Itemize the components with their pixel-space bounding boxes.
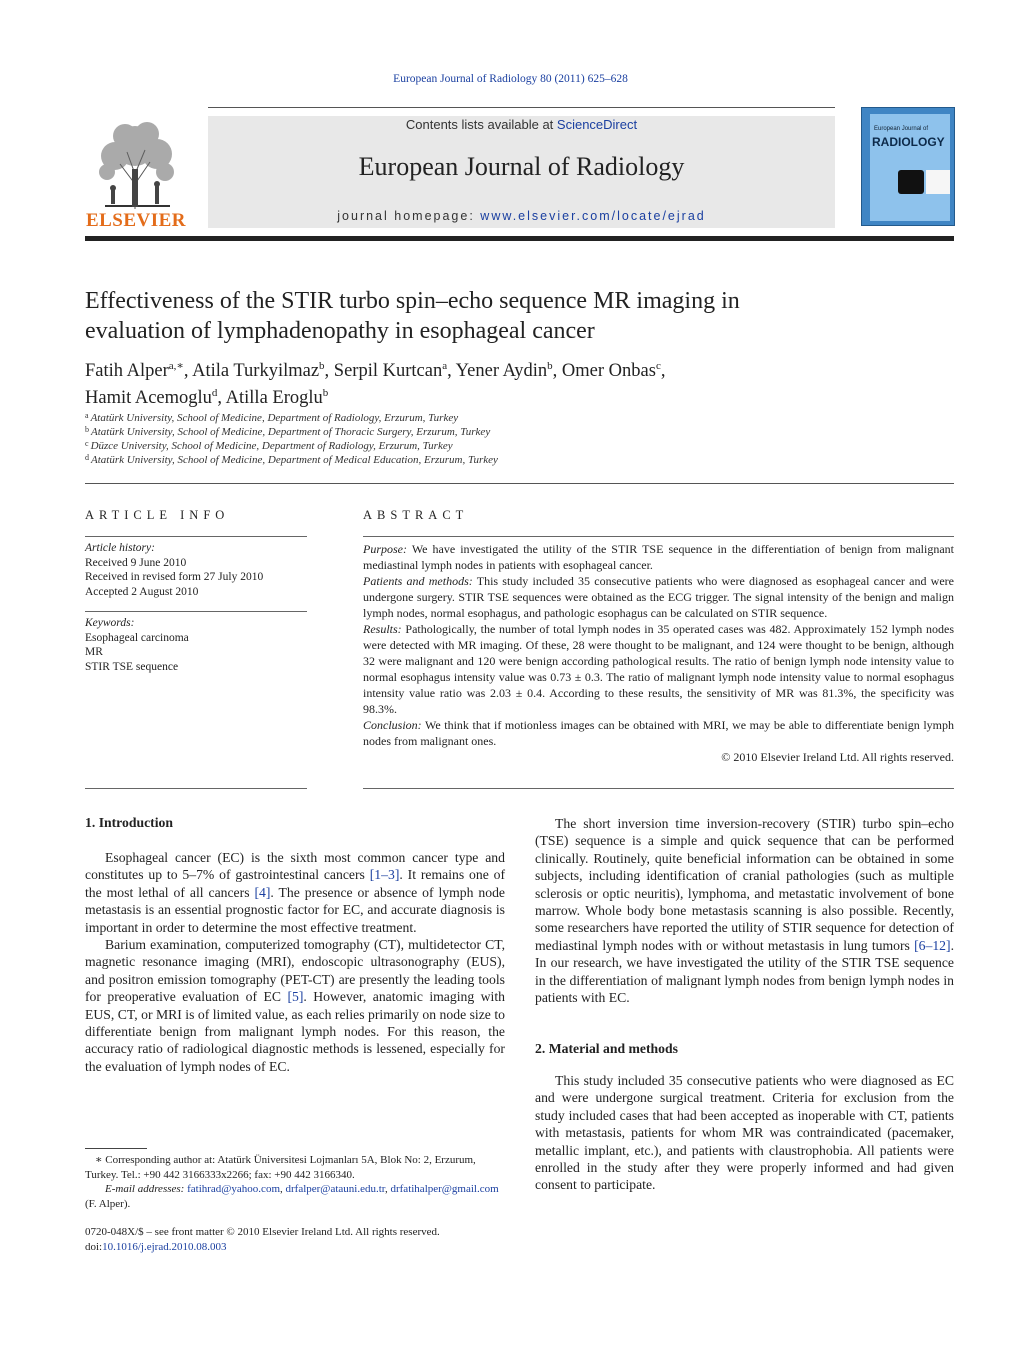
reference-link[interactable]: [6–12]	[914, 937, 951, 953]
affiliation	[85, 425, 685, 438]
journal-homepage	[208, 209, 835, 223]
author-separator: ,	[324, 361, 334, 381]
author-separator: ,	[552, 361, 562, 381]
author-affil-sup[interactable]: b	[319, 360, 325, 372]
accepted-date: Accepted 2 August 2010	[85, 585, 199, 598]
author-name: Atila Turkyilmaz	[192, 361, 320, 381]
author-name: Serpil Kurtcan	[333, 361, 443, 381]
body-paragraph	[535, 815, 954, 1006]
abstract-methods	[363, 573, 954, 621]
reference-link[interactable]: [5]	[287, 989, 304, 1005]
cover-small-text: European Journal of	[874, 126, 929, 132]
affiliation	[85, 439, 685, 452]
keyword: MR	[85, 646, 103, 658]
abstract-label: Conclusion:	[363, 718, 422, 732]
article-info-heading: ARTICLE INFO	[85, 508, 230, 522]
journal-name: European Journal of Radiology	[358, 152, 685, 181]
author-name: Omer Onbas	[561, 361, 656, 381]
abstract-label: Patients and methods:	[363, 574, 473, 588]
section-heading-introduction: 1. Introduction	[85, 815, 173, 830]
cover-mri-image	[898, 170, 924, 194]
keywords-block	[85, 616, 307, 674]
sciencedirect-link[interactable]: ScienceDirect	[556, 117, 638, 132]
abstract-results	[363, 621, 954, 717]
abstract-label: Purpose:	[363, 542, 407, 556]
doi-link[interactable]: 10.1016/j.ejrad.2010.08.003	[102, 1241, 227, 1253]
author-list	[85, 355, 845, 409]
affiliation-text: Atatürk University, School of Medicine, Department of Medical Education, Erzurum, Turkey	[91, 454, 498, 466]
header-bottom-rule	[85, 236, 954, 241]
author-separator: ,	[447, 361, 456, 381]
elsevier-wordmark: ELSEVIER	[85, 210, 187, 231]
abstract-text: We think that if motionless images can be obtained with MRI, we may be able to differentiate benign lymph nodes from malignant ones.	[363, 718, 954, 748]
author-name: Yener Aydin	[455, 361, 548, 381]
abstract-heading: ABSTRACT	[363, 508, 469, 522]
title-line: Effectiveness of the STIR turbo spin–echo sequence MR imaging in	[85, 288, 740, 314]
issn-line: 0720-048X/$ – see front matter © 2010 Elsevier Ireland Ltd. All rights reserved.	[85, 1226, 440, 1238]
cover-title: RADIOLOGY	[872, 135, 945, 149]
keywords-rule	[85, 611, 307, 612]
doi-prefix: doi:	[85, 1241, 103, 1253]
article-title	[85, 286, 865, 346]
affiliation-sup: d	[85, 453, 89, 462]
email-link[interactable]: drfatihalper@gmail.com	[390, 1183, 499, 1195]
abstract-purpose	[363, 541, 954, 573]
author-affil-sup[interactable]: c	[655, 360, 661, 372]
abstract-text: We have investigated the utility of the STIR TSE sequence in the differentiation of benign from malignant mediastinal lymph nodes in patients with esophageal cancer.	[363, 542, 954, 572]
body-paragraph: This study included 35 consecutive patients who were diagnosed as EC and were undergone surgical treatment. Criteria for exclusion from the study included cases that had been accepted as inoperable with CT, patients with metastasis, patients for whom MR was contraindicated (pacemaker, metallic implant, etc.), and patients with claustrophobia. All patients were enrolled in the study after they were properly informed and had given consent to participate.	[535, 1073, 954, 1193]
contents-availability	[208, 117, 835, 132]
author-name: Atilla Eroglu	[225, 388, 323, 408]
copyright-notice: © 2010 Elsevier Ireland Ltd. All rights reserved.	[721, 750, 954, 764]
title-line: evaluation of lymphadenopathy in esophageal cancer	[85, 318, 595, 344]
received-date: Received 9 June 2010	[85, 556, 187, 569]
author-separator: ,	[217, 388, 226, 408]
body-text: . In our research, we have investigated the utility of the STIR TSE sequence in the differentiation of malignant lymph nodes from benign lymph nodes in patients with EC.	[535, 937, 954, 1006]
author-affil-sup[interactable]: a	[442, 360, 448, 372]
doi-line	[85, 1240, 505, 1255]
right-body-column	[535, 815, 954, 1006]
abstract-text: Pathologically, the number of total lymph nodes in 35 operated cases was 482. Approximately 152 lymph nodes were detected with MR imaging. Of these, 28 were thought to be malignant, and 124 were thought to be benign, although 32 were malignant and 120 were benign according pathological results. The ratio of benign lymph node intensity value to normal esophagus intensity value was 0.73 ± 0.3. The ratio of malignant lymph node intensity value to normal esophagus intensity value ratio was 2.03 ± 0.4. According to these results, the sensitivity of MR was 81.3%, the specificity was 98.3%.	[363, 622, 954, 716]
body-text: Barium examination, computerized tomography (CT), multidetector CT, magnetic resonance imaging (MRI), endoscopic ultrasonography (EUS), and positron emission tomography (PET-CT) are presently the leading tools for preoperative evaluation of EC	[85, 937, 505, 1005]
journal-citation[interactable]: European Journal of Radiology 80 (2011) 625–628	[393, 73, 628, 85]
email-link[interactable]: fatihrad@yahoo.com	[187, 1183, 280, 1195]
homepage-link[interactable]: www.elsevier.com/locate/ejrad	[480, 209, 706, 223]
author-affil-sup[interactable]: b	[547, 360, 553, 372]
reference-link[interactable]: [1–3]	[369, 867, 400, 883]
abstract-conclusion	[363, 717, 954, 749]
methods-column	[535, 1072, 954, 1194]
left-body-column	[85, 849, 505, 1075]
author-affil-sup[interactable]: a,∗	[168, 360, 184, 372]
abstract-label: Results:	[363, 622, 402, 636]
footnote-rule	[85, 1148, 147, 1149]
email-tail: (F. Alper).	[85, 1197, 131, 1210]
author-name: Hamit Acemoglu	[85, 388, 212, 408]
affiliation-rule	[85, 483, 954, 484]
affiliation	[85, 411, 685, 424]
abstract-bottom-rule	[363, 788, 954, 789]
corresponding-author-footnote: ∗ Corresponding author at: Atatürk Üniversitesi Lojmanları 5A, Blok No: 2, Erzurum, Turkey. Tel.: +90 442 3166333x2266; fax: +90 442 3166340.	[85, 1154, 476, 1181]
cover-graph-image	[926, 170, 950, 194]
author-affil-sup[interactable]: d	[211, 387, 218, 399]
body-text: . The presence or absence of lymph node metastasis is an essential prognostic factor for EC, and accurate diagnosis is important in order to determine the most effective treatment.	[85, 884, 505, 935]
author-separator: ,	[183, 361, 193, 381]
affiliation	[85, 453, 685, 466]
abstract-text: This study included 35 consecutive patients who were diagnosed as esophageal cancer and were undergone surgery. STIR TSE sequences were obtained as the ECG trigger. The signal intensity of the benign and malign lymph nodes, normal esophagus, and pathologic esophagus can be calculated on STIR sequence.	[363, 574, 954, 620]
affiliation-text: Atatürk University, School of Medicine, Department of Thoracic Surgery, Erzurum, Turkey	[91, 426, 491, 438]
email-label: E-mail addresses:	[105, 1183, 185, 1195]
author-separator: ,	[660, 361, 666, 381]
email-footnote: E-mail addresses: fatihrad@yahoo.com, drfalper@atauni.edu.tr, drfatihalper@gmail.com (F. Alper).	[85, 1183, 499, 1210]
reference-link[interactable]: [4]	[254, 884, 271, 900]
history-label: Article history:	[85, 542, 155, 554]
body-text: The short inversion time inversion-recovery (STIR) turbo spin–echo (TSE) sequence is a simple and quick sequence that can be performed clinically. Routinely, quite beneficial information can be obtained in some subjects, including identification of cranial pathologies (such as multiple sclerosis or optic neuritis), lymphoma, and metastatic involvement of bone marrow. Whole body bone metastasis scanning is also possible. Recently, some researchers have reported the utility of STIR sequence for detection of mediastinal lymph nodes with or without metastasis in lung tumors	[535, 816, 954, 953]
article-history	[85, 541, 307, 599]
body-paragraph	[85, 936, 505, 1075]
email-link[interactable]: drfalper@atauni.edu.tr	[285, 1183, 385, 1195]
body-paragraph	[85, 849, 505, 936]
contents-prefix: Contents lists available at	[405, 117, 557, 132]
body-text: Esophageal cancer (EC) is the sixth most common cancer type and constitutes up to 5–7% of gastrointestinal cancers	[85, 850, 505, 883]
abstract-body	[363, 541, 954, 765]
affiliation-text: Atatürk University, School of Medicine, Department of Radiology, Erzurum, Turkey	[90, 412, 459, 424]
article-info-bottom-rule	[85, 788, 307, 789]
keyword: Esophageal carcinoma	[85, 631, 189, 644]
keyword: STIR TSE sequence	[85, 660, 179, 673]
revised-date: Received in revised form 27 July 2010	[85, 571, 264, 583]
affiliation-text: Düzce University, School of Medicine, Department of Radiology, Erzurum, Turkey	[90, 440, 453, 452]
body-text: . It remains one of the most lethal of all cancers	[85, 867, 506, 900]
affiliation-sup: b	[85, 425, 89, 434]
abstract-rule	[363, 536, 954, 537]
keywords-label: Keywords:	[85, 617, 135, 629]
body-text: . However, anatomic imaging with EUS, CT, or MRI is of limited value, as each relies primarily on node size to differentiate benign from malignant lymph nodes. For this reason, the accuracy ratio of radiological diagnostic methods is lessened, especially for the evaluation of lymph nodes of EC.	[85, 989, 505, 1074]
header-top-rule	[208, 107, 835, 108]
section-heading-methods: 2. Material and methods	[535, 1041, 678, 1056]
affiliation-sup: c	[85, 439, 89, 448]
article-info-rule	[85, 536, 307, 537]
homepage-label: journal homepage:	[337, 209, 481, 223]
affiliation-sup: a	[85, 411, 89, 420]
author-affil-sup[interactable]: b	[322, 387, 329, 399]
journal-cover-thumbnail	[861, 107, 955, 226]
author-name: Fatih Alper	[85, 361, 169, 381]
